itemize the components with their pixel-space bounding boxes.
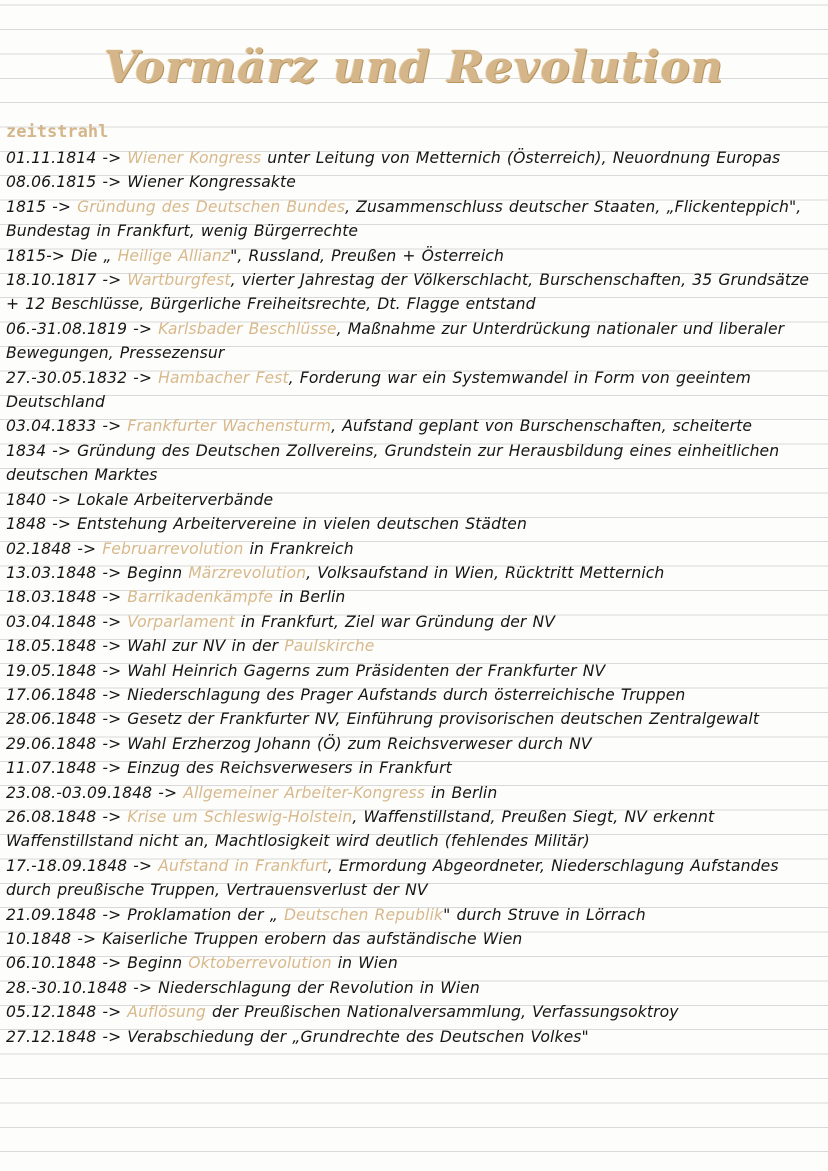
entry-text: in Berlin <box>273 588 346 607</box>
entry-text: , vierter Jahrestag der Völkerschlacht, Burschenschaften, 35 Grundsätze + 12 Beschlüsse, Bürgerliche Freiheitsrechte, Dt. Flagge entstand <box>6 271 810 314</box>
entry-date: 1834 -> <box>6 441 72 460</box>
entry-text: , Aufstand geplant von Burschenschaften, scheiterte <box>331 417 753 436</box>
entry-highlight: Wiener Kongress <box>127 149 262 167</box>
timeline-entry <box>6 512 821 536</box>
entry-date: 27.12.1848 -> <box>6 1027 122 1046</box>
entry-text: Verabschiedung der „Grundrechte des Deutschen Volkes" <box>121 1027 589 1046</box>
timeline-entry <box>6 1000 821 1024</box>
entry-highlight: Wartburgfest <box>127 271 231 290</box>
timeline-entry <box>6 707 821 731</box>
entry-date: 18.10.1817 -> <box>6 271 122 290</box>
entry-text: Entstehung Arbeitervereine in vielen deutschen Städten <box>71 515 527 534</box>
timeline-entry <box>6 561 821 585</box>
timeline-entry <box>6 903 821 927</box>
timeline-entry <box>6 244 821 268</box>
entry-date: 17.06.1848 -> <box>6 685 122 704</box>
entry-text: Niederschlagung der Revolution in Wien <box>152 978 480 997</box>
entry-date: 02.1848 -> <box>6 539 97 558</box>
timeline-entry <box>6 951 821 975</box>
entry-date: 11.07.1848 -> <box>6 759 122 778</box>
entry-highlight: Hambacher Fest <box>158 368 289 387</box>
timeline-entry <box>6 537 821 561</box>
entry-text: , Volksaufstand in Wien, Rücktritt Metternich <box>306 563 665 582</box>
entry-date: 1848 -> <box>6 515 72 534</box>
entry-date: 29.06.1848 -> <box>6 734 122 753</box>
entry-date: 05.12.1848 -> <box>6 1003 122 1022</box>
timeline-entry <box>6 634 821 658</box>
entry-highlight: Frankfurter Wachensturm <box>127 417 332 436</box>
entry-highlight: Barrikadenkämpfe <box>127 588 274 607</box>
entry-text: , Maßnahme zur Unterdrückung nationaler und liberaler Bewegungen, Pressezensur <box>6 319 785 363</box>
timeline-entry <box>6 414 821 438</box>
entry-highlight: Auflösung <box>127 1003 206 1022</box>
timeline-entry <box>6 732 821 756</box>
entry-date: 1815-> Die „ <box>6 246 112 265</box>
entry-date: 10.1848 -> <box>6 930 97 948</box>
entry-date: 28.06.1848 -> <box>6 710 122 729</box>
entry-highlight: Oktoberrevolution <box>188 954 332 973</box>
timeline-entry <box>6 268 821 317</box>
entry-text: Gründung des Deutschen Zollvereins, Grundstein zur Herausbildung eines einheitlichen deutschen Marktes <box>6 441 780 485</box>
entry-date: 26.08.1848 -> <box>6 807 122 826</box>
entry-date: 19.05.1848 -> <box>6 661 122 680</box>
entry-date: 08.06.1815 -> <box>6 173 122 192</box>
entry-date: 1815 -> <box>6 197 72 216</box>
timeline-entry <box>6 146 821 170</box>
entry-text: Lokale Arbeiterverbände <box>71 490 274 509</box>
timeline-entry <box>6 317 821 366</box>
entry-text: in Wien <box>331 954 398 973</box>
entry-highlight: Vorparlament <box>127 612 235 631</box>
timeline-entry <box>6 805 821 854</box>
entry-date: 03.04.1833 -> <box>6 417 122 436</box>
entry-date: 17.-18.09.1848 -> <box>6 856 153 875</box>
timeline-entry <box>6 927 821 951</box>
entry-highlight: Paulskirche <box>284 637 375 656</box>
timeline-entry <box>6 683 821 707</box>
entry-text: " durch Struve in Lörrach <box>443 905 646 924</box>
entry-highlight: Deutschen Republik <box>283 905 444 924</box>
entry-highlight: Aufstand in Frankfurt <box>158 856 328 875</box>
timeline-entry <box>6 366 821 415</box>
entry-highlight: Februarrevolution <box>102 539 244 558</box>
entry-text: , Zusammenschluss deutscher Staaten, „Flickenteppich", Bundestag in Frankfurt, wenig Bürgerrechte <box>6 197 802 241</box>
entry-highlight: Märzrevolution <box>188 563 307 582</box>
entry-date: 21.09.1848 -> Proklamation der „ <box>6 905 278 924</box>
entry-date: 18.05.1848 -> Wahl zur NV in der <box>6 637 279 656</box>
entry-text: in Frankfurt, Ziel war Gründung der NV <box>234 612 555 631</box>
entry-text: Gesetz der Frankfurter NV, Einführung provisorischen deutschen Zentralgewalt <box>121 710 760 729</box>
entry-text: , Ermordung Abgeordneter, Niederschlagung Aufstandes durch preußische Truppen, Vertrauensverlust der NV <box>6 856 779 900</box>
timeline-entry <box>6 976 821 1000</box>
timeline-entry <box>6 195 821 244</box>
entry-date: 1840 -> <box>6 490 72 509</box>
entry-text: Wahl Heinrich Gagerns zum Präsidenten der Frankfurter NV <box>121 661 606 680</box>
entry-highlight: Gründung des Deutschen Bundes <box>77 197 346 216</box>
entry-text: Wiener Kongressakte <box>121 173 296 192</box>
timeline-entry <box>6 170 821 194</box>
entry-highlight: Karlsbader Beschlüsse <box>158 319 337 338</box>
entry-text: ", Russland, Preußen + Österreich <box>230 246 504 265</box>
entry-date: 06.-31.08.1819 -> <box>6 319 153 338</box>
timeline-entry <box>6 488 821 512</box>
entry-text: unter Leitung von Metternich (Österreich), Neuordnung Europas <box>261 149 781 167</box>
timeline-entry <box>6 585 821 609</box>
entry-text: der Preußischen Nationalversammlung, Verfassungsoktroy <box>205 1003 679 1022</box>
entry-date: 27.-30.05.1832 -> <box>6 368 153 387</box>
timeline-entry <box>6 756 821 780</box>
entry-date: 28.-30.10.1848 -> <box>6 978 153 997</box>
timeline-entry <box>6 659 821 683</box>
entry-highlight: Allgemeiner Arbeiter-Kongress <box>183 783 425 802</box>
entry-text: Wahl Erzherzog Johann (Ö) zum Reichsverweser durch NV <box>121 734 592 753</box>
section-label: zeitstrahl <box>6 122 109 142</box>
entry-date: 13.03.1848 -> Beginn <box>6 563 183 582</box>
timeline-entry <box>6 610 821 634</box>
timeline-entry <box>6 781 821 805</box>
timeline-list <box>6 146 821 1049</box>
entry-highlight: Heilige Allianz <box>117 246 231 265</box>
entry-text: , Forderung war ein Systemwandel in Form von geeintem Deutschland <box>6 368 751 412</box>
entry-text: Einzug des Reichsverwesers in Frankfurt <box>121 759 452 778</box>
timeline-entry <box>6 1025 821 1049</box>
entry-text: in Frankreich <box>243 539 354 558</box>
entry-text: Niederschlagung des Prager Aufstands durch österreichische Truppen <box>121 685 686 704</box>
entry-text: Kaiserliche Truppen erobern das aufständische Wien <box>96 930 523 948</box>
timeline-entry <box>6 854 821 903</box>
entry-highlight: Krise um Schleswig-Holstein <box>127 807 353 826</box>
page-title: Vormärz und Revolution <box>104 42 724 93</box>
entry-date: 03.04.1848 -> <box>6 612 122 631</box>
entry-date: 18.03.1848 -> <box>6 588 122 607</box>
entry-text: in Berlin <box>424 783 498 802</box>
entry-date: 01.11.1814 -> <box>6 149 122 167</box>
timeline-entry <box>6 439 821 488</box>
entry-date: 23.08.-03.09.1848 -> <box>6 783 178 802</box>
entry-text: , Waffenstillstand, Preußen Siegt, NV erkennt Waffenstillstand nicht an, Machtlosigkeit wird deutlich (fehlendes Militär) <box>6 807 715 851</box>
entry-date: 06.10.1848 -> Beginn <box>6 954 183 973</box>
